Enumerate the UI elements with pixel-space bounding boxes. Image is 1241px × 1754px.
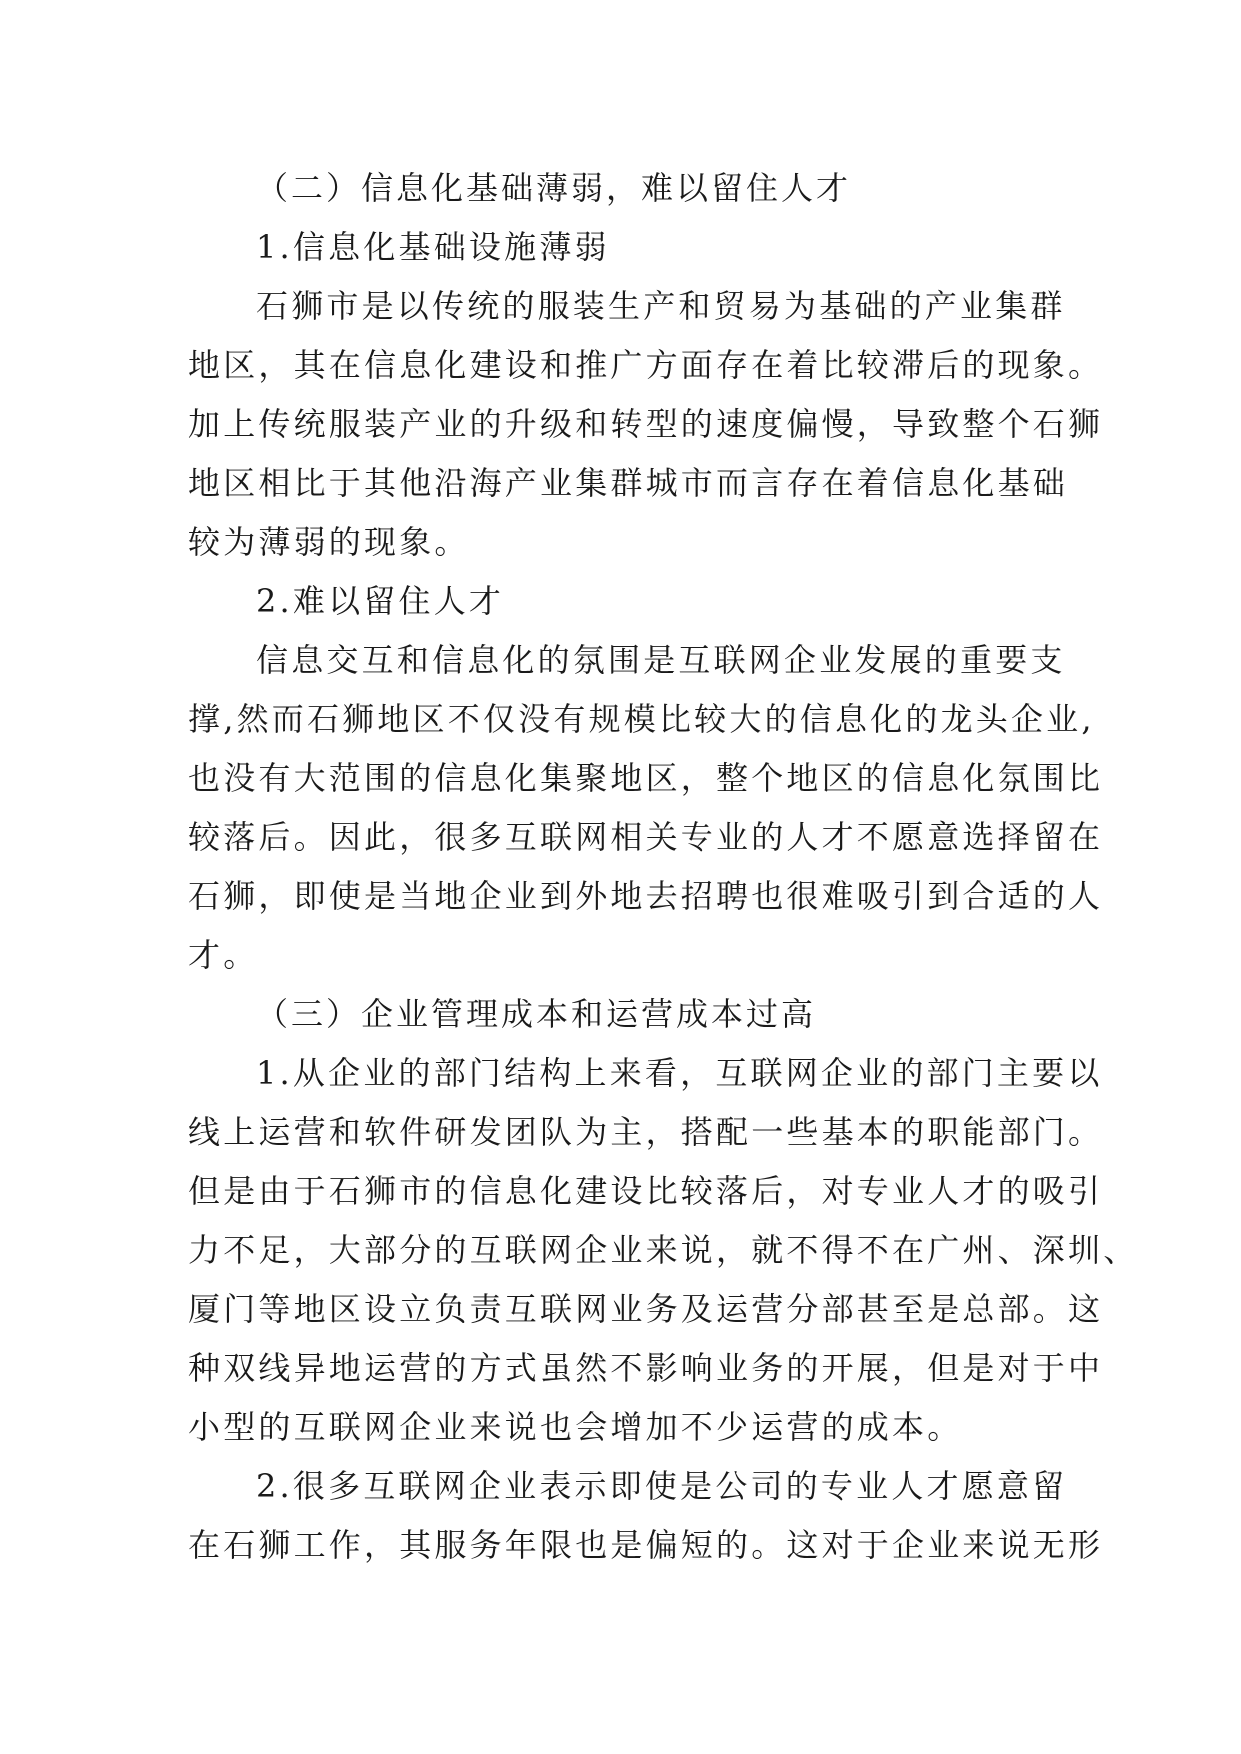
paragraph-line: 厦门等地区设立负责互联网业务及运营分部甚至是总部。这	[188, 1290, 1104, 1328]
paragraph-line: 2.很多互联网企业表示即使是公司的专业人才愿意留	[256, 1467, 1068, 1505]
paragraph-line: 才。	[188, 936, 259, 974]
paragraph-line: 较落后。因此，很多互联网相关专业的人才不愿意选择留在	[188, 818, 1104, 856]
paragraph-line: 但是由于石狮市的信息化建设比较落后，对专业人才的吸引	[188, 1172, 1104, 1210]
paragraph-line: 地区，其在信息化建设和推广方面存在着比较滞后的现象。	[188, 346, 1104, 384]
paragraph-line: 石狮，即使是当地企业到外地去招聘也很难吸引到合适的人	[188, 877, 1104, 915]
paragraph-line: 信息交互和信息化的氛围是互联网企业发展的重要支	[256, 641, 1066, 679]
paragraph-line: 加上传统服装产业的升级和转型的速度偏慢，导致整个石狮	[188, 405, 1104, 443]
paragraph-line: 撑,然而石狮地区不仅没有规模比较大的信息化的龙头企业,	[188, 700, 1095, 738]
paragraph-line: 力不足，大部分的互联网企业来说，就不得不在广州、深圳、	[188, 1231, 1139, 1269]
paragraph-line: 较为薄弱的现象。	[188, 523, 470, 561]
paragraph-line: 种双线异地运营的方式虽然不影响业务的开展，但是对于中	[188, 1349, 1104, 1387]
section-heading-3: （三）企业管理成本和运营成本过高	[256, 995, 817, 1033]
section-heading-2: （二）信息化基础薄弱，难以留住人才	[256, 169, 852, 207]
paragraph-line: 1.从企业的部门结构上来看，互联网企业的部门主要以	[256, 1054, 1103, 1092]
paragraph-line: 石狮市是以传统的服装生产和贸易为基础的产业集群	[256, 287, 1066, 325]
paragraph-line: 小型的互联网企业来说也会增加不少运营的成本。	[188, 1408, 963, 1446]
paragraph-line: 地区相比于其他沿海产业集群城市而言存在着信息化基础	[188, 464, 1069, 502]
subheading-2-1: 1.信息化基础设施薄弱	[256, 228, 610, 266]
paragraph-line: 线上运营和软件研发团队为主，搭配一些基本的职能部门。	[188, 1113, 1104, 1151]
subheading-2-2: 2.难以留住人才	[256, 582, 505, 620]
paragraph-line: 在石狮工作，其服务年限也是偏短的。这对于企业来说无形	[188, 1526, 1104, 1564]
paragraph-line: 也没有大范围的信息化集聚地区，整个地区的信息化氛围比	[188, 759, 1104, 797]
